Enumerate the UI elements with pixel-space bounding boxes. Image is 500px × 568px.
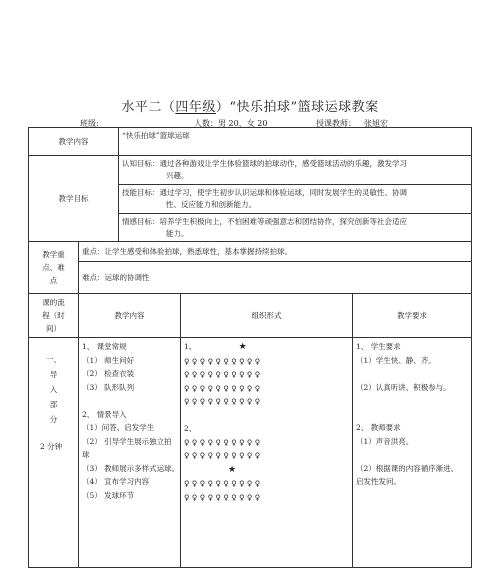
class-label: 班级: — [80, 119, 99, 128]
requirement-line: （2）认真听讲、积极参与。 — [356, 382, 451, 392]
content-line: （5） 发球环节 — [82, 490, 135, 500]
difficulty-text: 难点：运球的协调性 — [79, 262, 472, 294]
requirement-line: （1）声音洪亮。 — [356, 436, 414, 446]
process-stage-header — [29, 294, 79, 338]
content-line: （1） 师生问好 — [82, 355, 135, 365]
content-line: （2） 检查衣装 — [82, 369, 135, 378]
formation-header: 组织形式 — [181, 294, 353, 338]
content-row — [29, 128, 472, 156]
requirement-line: 2、 教师要求 — [356, 423, 401, 432]
intro-stage-cell — [29, 338, 79, 568]
formation-cell — [181, 338, 353, 568]
stage-number: 一、 — [46, 355, 61, 364]
content-line: （4） 宣布学习内容 — [82, 477, 150, 486]
requirement-line: 启发性发问。 — [356, 477, 401, 486]
requirement-line — [356, 394, 468, 408]
goal-cognitive — [119, 156, 472, 185]
key-points-label-line1: 教学重 — [42, 250, 65, 259]
process-stage-header-line3: 间） — [46, 324, 61, 333]
requirement-line: 1、 学生要求 — [356, 342, 401, 351]
stage-char-2: 入 — [49, 385, 58, 394]
document-title — [0, 96, 500, 115]
count-label: 人数： — [194, 119, 218, 128]
student-row: ♀ ♀ ♀ ♀ ♀ ♀ ♀ ♀ ♀ ♀ — [184, 397, 261, 406]
goals-label: 教学目标 — [29, 156, 119, 242]
goal-cognitive-line1: 认知目标：通过各种游戏让学生体验篮球的拍球动作，感受篮球活动的乐趣，激发学习 — [122, 159, 407, 168]
requirement-line — [356, 367, 468, 381]
formation-1-label: 1、 — [184, 342, 197, 351]
title-prefix: 水平二（ — [121, 100, 176, 115]
requirement-line: （2）根据课的内容循序渐进、 — [356, 463, 459, 473]
student-row: ♀ ♀ ♀ ♀ ♀ ♀ ♀ ♀ ♀ ♀ — [184, 437, 261, 447]
content-line — [82, 394, 177, 408]
teacher-star-icon: ★ — [238, 342, 247, 352]
stage-char-3: 部 — [49, 400, 58, 409]
key-points-label — [29, 242, 79, 294]
goal-cognitive-line2: 兴趣。 — [166, 171, 189, 180]
goal-skill — [119, 185, 472, 214]
intro-content-cell — [79, 338, 181, 568]
stage-char-4: 分 — [49, 415, 58, 424]
lesson-plan-table — [28, 127, 472, 568]
goal-emotion-line2: 能力。 — [166, 228, 189, 238]
content-line: 球 — [82, 450, 90, 459]
student-row: ♀ ♀ ♀ ♀ ♀ ♀ ♀ ♀ ♀ ♀ — [184, 370, 261, 379]
content-label: 教学内容 — [29, 128, 119, 156]
goal-skill-line2: 性、反应能力和创新能力。 — [166, 200, 256, 209]
student-row: ♀ ♀ ♀ ♀ ♀ ♀ ♀ ♀ ♀ ♀ — [184, 356, 261, 366]
key-point-text: 重点：让学生感受和体验拍球，熟悉球性，基本掌握持续拍球。 — [79, 242, 472, 262]
requirement-line — [356, 448, 468, 462]
requirements-cell — [353, 338, 472, 568]
content-line: （3） 教师展示多样式运球。 — [82, 463, 180, 473]
process-stage-header-line2: 程（时 — [42, 311, 65, 320]
key-points-label-line3: 点 — [49, 276, 58, 285]
requirement-line — [356, 408, 468, 422]
formation-2-label: 2、 — [184, 424, 197, 433]
content-header: 教学内容 — [79, 294, 181, 338]
teacher-name: 张旭宏 — [364, 119, 388, 128]
content-line: 1、 课堂常规 — [82, 342, 127, 351]
stage-time: 2 分钟 — [40, 442, 63, 451]
title-suffix: ）“快乐拍球”篮球运球教案 — [215, 100, 379, 115]
requirements-header: 教学要求 — [353, 294, 472, 338]
difficulty-row — [29, 262, 472, 294]
goal-emotion — [119, 214, 472, 242]
goal-emotion-line1: 情感目标：培养学生积极向上，不怕困难等顽强意志和团结协作，探究创新等社会适应 — [122, 216, 407, 226]
process-stage-header-line1: 课的流 — [42, 298, 65, 307]
stage-char-1: 导 — [49, 370, 58, 379]
teacher-label: 授课教师： — [316, 119, 356, 128]
formation-1-header — [184, 340, 349, 355]
process-header-row — [29, 294, 472, 338]
content-line: （3） 队形队列 — [82, 382, 135, 392]
key-point-row — [29, 242, 472, 262]
title-grade: 四年级 — [175, 100, 216, 115]
content-line: （2） 引导学生展示独立拍 — [82, 436, 172, 446]
intro-stage-row — [29, 338, 472, 568]
count-value: 男 20，女 20 — [218, 119, 268, 128]
student-row: ♀ ♀ ♀ ♀ ♀ ♀ ♀ ♀ ♀ ♀ — [184, 492, 261, 502]
student-row: ♀ ♀ ♀ ♀ ♀ ♀ ♀ ♀ ♀ ♀ — [184, 479, 261, 488]
goal-skill-line1: 技能目标：通过学习，使学生初步认识运球和体验运球，同时发展学生的灵敏性、协调 — [122, 188, 407, 197]
content-line: （1）问答、启发学生 — [82, 423, 155, 432]
teacher-star-icon: ★ — [228, 464, 237, 475]
content-line: 2、 情景导入 — [82, 409, 127, 419]
goal-row-cognitive — [29, 156, 472, 185]
content-value: “快乐拍球”篮球运球 — [119, 128, 472, 156]
student-row: ♀ ♀ ♀ ♀ ♀ ♀ ♀ ♀ ♀ ♀ — [184, 383, 261, 393]
student-row: ♀ ♀ ♀ ♀ ♀ ♀ ♀ ♀ ♀ ♀ — [184, 451, 261, 460]
key-points-label-line2: 点、难 — [42, 263, 65, 272]
requirement-line: （1）学生快、静、齐。 — [356, 355, 436, 365]
